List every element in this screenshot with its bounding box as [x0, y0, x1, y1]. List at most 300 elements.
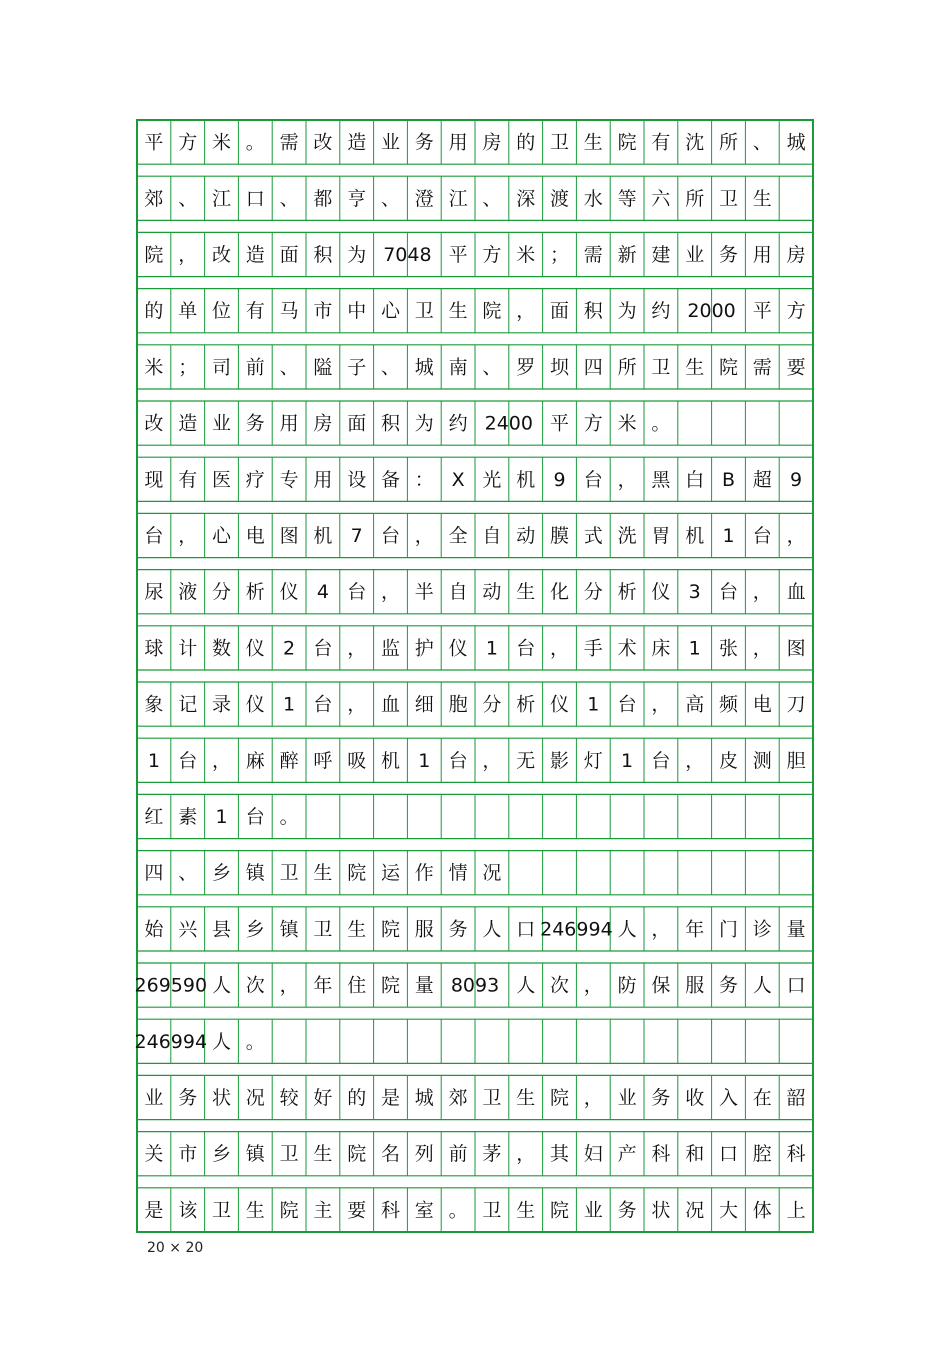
grid-char: 服	[414, 918, 434, 941]
grid-char: 全	[448, 525, 468, 547]
grid-char: 的	[144, 300, 164, 323]
grid-char: 乡	[211, 862, 232, 885]
grid-char: 其	[549, 1143, 570, 1166]
grid-char: 要	[347, 1199, 367, 1222]
grid-char: 县	[211, 918, 232, 941]
grid-char: 房	[482, 131, 502, 154]
grid-char: 次	[549, 974, 570, 997]
grid-char: 乡	[245, 918, 265, 941]
grid-char: 7	[350, 525, 363, 547]
grid-char: 图	[279, 525, 299, 547]
grid-char: 的	[516, 131, 536, 154]
grid-char: 电	[752, 693, 772, 716]
grid-char: 用	[279, 412, 299, 435]
grid-char: 平	[752, 300, 772, 323]
grid-char: 和	[685, 1143, 705, 1166]
grid-char: 方	[786, 300, 806, 323]
grid-char: 米	[516, 244, 536, 266]
grid-char: 卫	[718, 187, 739, 210]
grid-char: 关	[144, 1143, 164, 1166]
grid-char: 情	[448, 862, 468, 885]
grid-char: 台	[313, 637, 333, 660]
grid-char: 罗	[516, 356, 536, 379]
grid-char: ，	[211, 749, 232, 772]
grid-char: 2400	[484, 412, 533, 435]
grid-char: ，	[482, 749, 502, 772]
grid-char: 深	[516, 187, 536, 210]
grid-char: 仪	[549, 693, 570, 716]
grid-char: 镇	[245, 1143, 265, 1166]
grid-char: 面	[347, 412, 367, 435]
grid-char: 有	[651, 131, 671, 154]
grid-char: 隘	[313, 356, 333, 379]
grid-char: 积	[583, 300, 603, 323]
grid-char: 1	[418, 749, 431, 772]
grid-char: 造	[347, 131, 367, 154]
grid-char: 业	[685, 244, 705, 266]
grid-char: 卫	[279, 862, 299, 885]
grid-char: 析	[245, 581, 265, 604]
grid-char: 名	[380, 1143, 401, 1166]
grid-char: 台	[245, 806, 265, 828]
grid-char: 方	[482, 244, 502, 266]
grid-char: 科	[651, 1143, 671, 1166]
grid-char: 业	[380, 131, 401, 154]
grid-char: 科	[786, 1143, 806, 1166]
grid-char: 入	[718, 1087, 739, 1109]
grid-char: 务	[718, 974, 739, 997]
grid-char: 录	[211, 693, 232, 716]
grid-char: 有	[178, 468, 198, 491]
grid-char: 象	[144, 693, 164, 716]
grid-char: 麻	[245, 749, 265, 772]
grid-char: 化	[549, 581, 570, 604]
grid-char: ，	[516, 300, 536, 323]
grid-char: 生	[583, 131, 603, 154]
grid-char: 建	[651, 244, 671, 266]
grid-char: 在	[752, 1087, 772, 1109]
grid-char: 积	[380, 412, 401, 435]
grid-char: 台	[313, 693, 333, 716]
grid-char: 用	[752, 244, 772, 266]
grid-char: 需	[752, 356, 772, 379]
grid-char: 1	[283, 693, 296, 716]
grid-char: 业	[583, 1199, 603, 1222]
grid-char: 产	[617, 1143, 637, 1166]
grid-char: 1	[147, 749, 160, 772]
grid-char: ，	[617, 468, 637, 491]
grid-char: ，	[279, 974, 299, 997]
grid-char: ，	[414, 525, 434, 547]
grid-char: 为	[617, 300, 637, 323]
grid-char: 生	[313, 1143, 333, 1166]
grid-char: 所	[617, 356, 637, 379]
grid-char: 务	[718, 244, 739, 266]
grid-char: 生	[516, 1199, 536, 1222]
grid-char: 务	[617, 1199, 637, 1222]
grid-char: 住	[347, 974, 367, 997]
grid-char: 卫	[313, 918, 333, 941]
grid-char: 自	[448, 581, 468, 604]
grid-char: 的	[347, 1087, 367, 1109]
grid-char: 六	[651, 187, 671, 210]
grid-char: 亨	[347, 187, 367, 210]
grid-char: 析	[516, 693, 536, 716]
grid-char: 为	[347, 244, 367, 266]
grid-char: 生	[245, 1199, 265, 1222]
grid-char: 胆	[786, 749, 806, 772]
grid-char: 护	[414, 637, 434, 660]
grid-char: 米	[211, 131, 232, 154]
grid-char: 台	[516, 637, 536, 660]
grid-char: 子	[347, 356, 367, 379]
grid-char: 改	[144, 412, 164, 435]
grid-char: 测	[752, 749, 772, 772]
grid-char: 卫	[549, 131, 570, 154]
grid-char: 业	[211, 412, 232, 435]
grid-char: 妇	[583, 1143, 603, 1166]
grid-char: 9	[790, 468, 803, 491]
grid-char: 况	[245, 1087, 265, 1109]
grid-char: 是	[380, 1087, 401, 1109]
grid-char: 造	[178, 412, 198, 435]
grid-char: 面	[279, 244, 299, 266]
grid-char: 业	[144, 1087, 164, 1109]
grid-char: 生	[516, 581, 536, 604]
grid-char: 电	[245, 525, 265, 547]
grid-char: 7048	[383, 244, 432, 266]
grid-char: 需	[583, 244, 603, 266]
grid-char: 备	[380, 468, 401, 491]
grid-char: 米	[144, 356, 164, 379]
grid-char: 都	[313, 187, 333, 210]
grid-char: 诊	[752, 918, 772, 941]
grid-char: ，	[380, 581, 401, 604]
grid-char: 1	[722, 525, 735, 547]
grid-char: 镇	[245, 862, 265, 885]
grid-char: 前	[448, 1143, 468, 1166]
grid-char: 房	[313, 412, 333, 435]
grid-char: 约	[651, 300, 671, 323]
grid-char: 生	[685, 356, 705, 379]
grid-char: ，	[347, 637, 367, 660]
grid-char: B	[721, 468, 736, 491]
grid-char: 醉	[279, 749, 299, 772]
grid-char: 科	[380, 1199, 401, 1222]
grid-char: 液	[178, 581, 198, 604]
grid-char: 血	[380, 693, 401, 716]
grid-char: 洗	[617, 525, 637, 547]
grid-char: 人	[516, 974, 536, 997]
grid-char: ，	[516, 1143, 536, 1166]
grid-char: 口	[245, 187, 265, 210]
grid-char: 卫	[211, 1199, 232, 1222]
grid-char: 1	[485, 637, 498, 660]
grid-char: 动	[516, 525, 536, 547]
grid-char: 台	[752, 525, 772, 547]
grid-char: 机	[380, 749, 401, 772]
grid-char: 卫	[279, 1143, 299, 1166]
grid-char: 尿	[144, 581, 164, 604]
grid-char: 监	[380, 637, 401, 660]
grid-char: 中	[347, 300, 367, 323]
grid-char: 四	[144, 862, 164, 885]
grid-char: 平	[144, 131, 164, 154]
grid-char: 务	[245, 412, 265, 435]
grid-char: 郊	[144, 187, 164, 210]
grid-char: 院	[718, 356, 739, 379]
grid-char: 台	[651, 749, 671, 772]
grid-char: 2	[283, 637, 296, 660]
grid-char: 。	[651, 412, 671, 435]
grid-char: ，	[752, 637, 772, 660]
grid-char: 1	[621, 749, 634, 772]
grid-char: 院	[380, 918, 401, 941]
grid-char: 。	[245, 1030, 265, 1053]
grid-char: 仪	[245, 693, 265, 716]
grid-char: 机	[685, 525, 705, 547]
grid-char: 单	[178, 300, 198, 323]
grid-char: 院	[279, 1199, 299, 1222]
grid-char: 数	[211, 637, 232, 660]
grid-char: 南	[448, 356, 468, 379]
grid-char: 业	[617, 1087, 637, 1109]
grid-char: 较	[279, 1087, 299, 1109]
grid-char: 心	[211, 525, 232, 547]
grid-char: 仪	[245, 637, 265, 660]
grid-char: 米	[617, 412, 637, 435]
grid-char: 式	[583, 525, 603, 547]
grid-char: 专	[279, 468, 299, 491]
grid-char: ：	[414, 468, 434, 491]
grid-char: 、	[178, 862, 198, 885]
grid-char: 年	[313, 974, 333, 997]
grid-char: 四	[583, 356, 603, 379]
grid-char: X	[451, 468, 465, 491]
grid-char: 要	[786, 356, 806, 379]
grid-char: 造	[245, 244, 265, 266]
grid-char: 图	[786, 637, 806, 660]
grid-char: 台	[448, 749, 468, 772]
grid-char: 、	[752, 131, 772, 154]
grid-char: 自	[482, 525, 502, 547]
grid-char: 况	[482, 862, 502, 885]
grid-char: 影	[549, 749, 570, 772]
grid-char: 红	[144, 806, 164, 828]
grid-char: ，	[583, 974, 603, 997]
grid-char: 该	[178, 1199, 198, 1222]
grid-char: 269590	[134, 974, 208, 997]
grid-char: 面	[549, 300, 570, 323]
grid-char: 大	[718, 1199, 739, 1222]
grid-char: 坝	[549, 356, 570, 379]
grid-char: 马	[279, 300, 299, 323]
grid-char: 江	[211, 187, 232, 210]
grid-char: 超	[752, 468, 772, 491]
grid-char: 院	[347, 1143, 367, 1166]
grid-char: 院	[617, 131, 637, 154]
grid-char: 医	[211, 468, 232, 491]
grid-char: 保	[651, 974, 671, 997]
grid-char: 腔	[752, 1143, 772, 1166]
grid-char: 次	[245, 974, 265, 997]
grid-char: 用	[313, 468, 333, 491]
grid-char: 司	[211, 356, 232, 379]
grid-char: 用	[448, 131, 468, 154]
grid-char: 方	[583, 412, 603, 435]
grid-char: 前	[245, 356, 265, 379]
grid-char: 所	[685, 187, 705, 210]
grid-char: 市	[178, 1143, 198, 1166]
grid-char: ；	[549, 244, 570, 266]
grid-char: 室	[414, 1199, 434, 1222]
grid-char: 院	[380, 974, 401, 997]
grid-char: 、	[482, 187, 502, 210]
grid-char: 仪	[448, 637, 468, 660]
grid-char: 列	[414, 1143, 434, 1166]
grid-char: 澄	[414, 187, 434, 210]
grid-char: 量	[414, 974, 434, 997]
grid-char: 好	[313, 1087, 333, 1109]
grid-char: 半	[414, 581, 434, 604]
grid-char: 手	[583, 637, 603, 660]
grid-char: 生	[516, 1087, 536, 1109]
grid-char: 状	[211, 1087, 232, 1109]
grid-char: ，	[752, 581, 772, 604]
grid-char: 渡	[549, 187, 570, 210]
grid-char: 床	[651, 637, 671, 660]
grid-char: ，	[583, 1087, 603, 1109]
grid-char: 黑	[651, 468, 671, 491]
grid-char: 积	[313, 244, 333, 266]
grid-char: 无	[516, 749, 536, 772]
grid-char: 生	[448, 300, 468, 323]
grid-char: ，	[651, 918, 671, 941]
grid-char: 生	[752, 187, 772, 210]
grid-char: 台	[178, 749, 198, 772]
grid-char: 镇	[279, 918, 299, 941]
grid-char: 机	[313, 525, 333, 547]
grid-char: 2000	[687, 300, 736, 323]
grid-char: 卫	[414, 300, 434, 323]
grid-char: 等	[617, 187, 637, 210]
grid-char: 务	[448, 918, 468, 941]
grid-char: 素	[178, 806, 198, 828]
grid-char: 门	[718, 918, 739, 941]
grid-char: 皮	[718, 749, 739, 772]
grid-char: 。	[448, 1199, 468, 1222]
grid-char: 水	[583, 187, 603, 210]
grid-char: 仪	[651, 581, 671, 604]
grid-char: 方	[178, 131, 198, 154]
grid-char: 心	[380, 300, 401, 323]
grid-char: 况	[685, 1199, 705, 1222]
grid-char: 郊	[448, 1087, 468, 1109]
grid-char: 计	[178, 637, 198, 660]
grid-char: 口	[718, 1143, 739, 1166]
grid-char: 动	[482, 581, 502, 604]
grid-char: 改	[313, 131, 333, 154]
grid-char: 球	[144, 637, 164, 660]
grid-char: 、	[380, 187, 401, 210]
grid-char: 院	[549, 1199, 570, 1222]
grid-char: 、	[279, 187, 299, 210]
grid-char: 卫	[651, 356, 671, 379]
grid-char: 析	[617, 581, 637, 604]
grid-char: 院	[144, 244, 164, 266]
grid-char: 分	[583, 581, 603, 604]
grid-char: 是	[144, 1199, 164, 1222]
grid-char: 。	[279, 806, 299, 828]
grid-char: 院	[549, 1087, 570, 1109]
grid-char: 分	[211, 581, 232, 604]
grid-char: 改	[211, 244, 232, 266]
grid-char: 作	[414, 862, 434, 885]
grid-char: 、	[279, 356, 299, 379]
grid-char: 平	[448, 244, 468, 266]
grid-char: 台	[347, 581, 367, 604]
grid-char: 台	[380, 525, 401, 547]
grid-char: 术	[617, 637, 637, 660]
grid-char: 台	[617, 693, 637, 716]
grid-char: 需	[279, 131, 299, 154]
grid-char: 量	[786, 918, 806, 941]
grid-char: 呼	[313, 749, 333, 772]
grid-char: 3	[688, 581, 701, 604]
grid-char: ，	[178, 244, 198, 266]
grid-char: 人	[617, 918, 637, 941]
grid-char: 位	[211, 300, 232, 323]
grid-char: 年	[685, 918, 705, 941]
grid-char: 上	[786, 1199, 806, 1222]
grid-char: 台	[144, 525, 164, 547]
grid-char: 4	[316, 581, 329, 604]
grid-char: 务	[651, 1087, 671, 1109]
grid-char: 人	[482, 918, 502, 941]
grid-char: 。	[245, 131, 265, 154]
grid-char: ，	[685, 749, 705, 772]
grid-char: 人	[211, 974, 232, 997]
grid-char: 分	[482, 693, 502, 716]
grid-char: 兴	[178, 918, 198, 941]
grid-char: ；	[178, 356, 198, 379]
grid-char: 246994	[134, 1030, 208, 1053]
grid-char: 务	[178, 1087, 198, 1109]
grid-char: 血	[786, 581, 806, 604]
grid-char: 约	[448, 412, 468, 435]
grid-char: 刀	[786, 693, 806, 716]
grid-char: 设	[347, 468, 367, 491]
grid-char: 体	[752, 1199, 772, 1222]
grid-char: 高	[685, 693, 705, 716]
grid-char: 现	[144, 468, 164, 491]
grid-char: 状	[651, 1199, 671, 1222]
grid-char: 、	[380, 356, 401, 379]
grid-char: 所	[718, 131, 739, 154]
grid-char: 为	[414, 412, 434, 435]
grid-char: 院	[482, 300, 502, 323]
grid-char: 城	[786, 131, 806, 154]
grid-char: 口	[786, 974, 806, 997]
grid-char: 人	[752, 974, 772, 997]
grid-char: 8093	[450, 974, 500, 997]
grid-char: 246994	[540, 918, 613, 941]
grid-char: 胃	[651, 525, 671, 547]
grid-char: 始	[144, 918, 164, 941]
grid-char: 房	[786, 244, 806, 266]
grid-char: 新	[617, 244, 637, 266]
grid-char: 收	[685, 1087, 705, 1109]
